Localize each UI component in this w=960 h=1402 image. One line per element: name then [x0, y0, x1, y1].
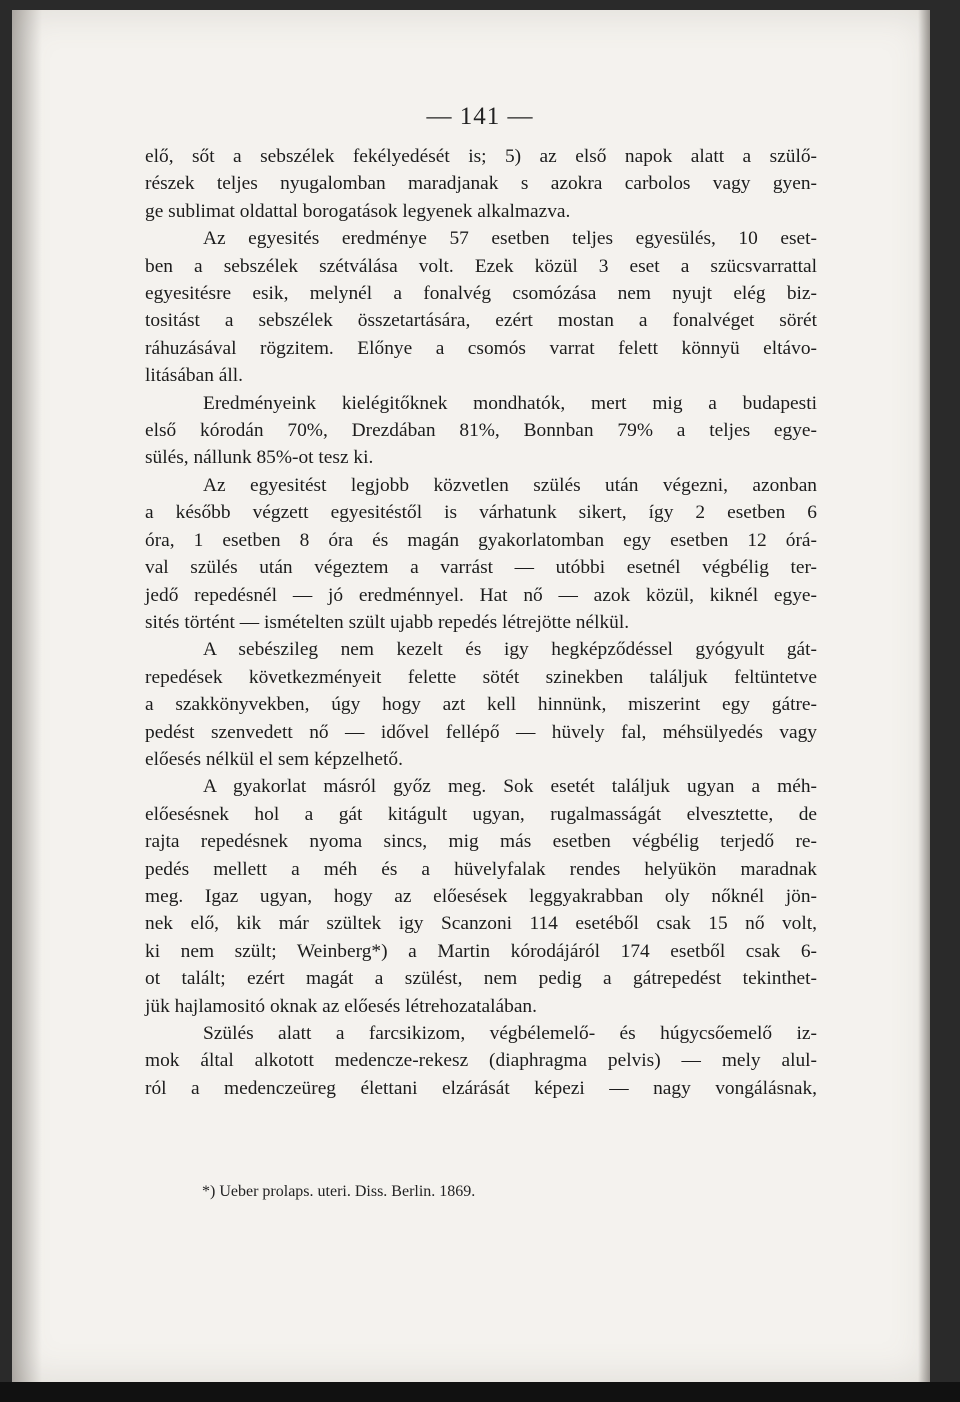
- text-line: jedő repedésnél — jó eredménnyel. Hat nő — azok közül, kiknél egye-: [145, 584, 817, 606]
- text-line: val szülés után végeztem a varrást — utóbbi esetnél végbélig ter-: [145, 557, 817, 579]
- text-line: részek teljes nyugalomban maradjanak s azokra carbolos vagy gyen-: [145, 173, 817, 195]
- text-line: sülés, nállunk 85%-ot tesz ki.: [145, 447, 374, 469]
- text-line: a később végzett egyesitéstől is várhatunk sikert, így 2 esetben 6: [145, 502, 817, 524]
- body-text: [145, 143, 817, 1102]
- text-line: Az egyesitést legjobb közvetlen szülés után végezni, azonban: [203, 474, 817, 496]
- text-line: meg. Igaz ugyan, hogy az előesések leggyakrabban oly nőknél jön-: [145, 885, 817, 907]
- text-line: elő, sőt a sebszélek fekélyedését is; 5) az első napok alatt a szülő-: [145, 146, 817, 167]
- text-line: litásában áll.: [145, 365, 243, 387]
- page-gutter-shadow: [12, 10, 42, 1382]
- text-line: sités történt — ismételten szült ujabb repedés létrejötte nélkül.: [145, 611, 630, 633]
- text-line: rajta repedésnek nyoma sincs, mig más esetben végbélig terjedő re-: [145, 831, 817, 853]
- text-line: mok által alkotott medencze-rekesz (diaphragma pelvis) — mely alul-: [145, 1050, 817, 1072]
- text-line: egyesitésre esik, melynél a fonalvég csomózása nem nyujt elég biz-: [145, 283, 817, 305]
- text-line: repedések következményeit felette sötét szinekben találjuk feltüntetve: [145, 666, 817, 688]
- footnote: *) Ueber prolaps. uteri. Diss. Berlin. 1869.: [202, 1183, 476, 1200]
- text-line: Szülés alatt a farcsikizom, végbélemelő- és húgycsőemelő iz-: [203, 1023, 817, 1044]
- text-line: óra, 1 esetben 8 óra és magán gyakorlatomban egy esetben 12 órá-: [145, 529, 817, 551]
- text-line: pedés mellett a méh és a hüvelyfalak rendes helyükön maradnak: [145, 858, 817, 880]
- text-line: ráhuzásával rögzitem. Előnye a csomós varrat felett könnyü eltávo-: [145, 337, 817, 359]
- text-line: jük hajlamositó oknak az előesés létrehozatalában.: [145, 995, 537, 1017]
- text-line: előesés nélkül el sem képzelhető.: [145, 748, 403, 770]
- scan-border: [0, 1382, 960, 1402]
- text-line: tositást a sebszélek összetartására, ezért mostan a fonalvéget sörét: [145, 310, 817, 332]
- text-line: nek elő, kik már szültek igy Scanzoni 114 esetéből csak 15 nő volt,: [145, 913, 817, 935]
- text-line: ot talált; ezért magát a szülést, nem pedig a gátrepedést tekinthet-: [145, 968, 817, 990]
- text-line: első kórodán 70%, Drezdában 81%, Bonnban 79% a teljes egye-: [145, 420, 817, 442]
- text-line: előesésnek hol a gát kitágult ugyan, rugalmasságát elvesztette, de: [145, 803, 817, 825]
- text-line: a szakkönyvekben, úgy hogy azt kell hinnünk, miszerint egy gátre-: [145, 694, 817, 716]
- page-edge-shadow: [918, 10, 930, 1382]
- text-line: Az egyesités eredménye 57 esetben teljes egyesülés, 10 eset-: [203, 228, 817, 250]
- text-line: ben a sebszélek szétválása volt. Ezek közül 3 eset a szücsvarrattal: [145, 255, 817, 277]
- page-number: — 141 —: [426, 103, 534, 130]
- text-line: Eredményeink kielégitőknek mondhatók, mert mig a budapesti: [203, 392, 817, 414]
- text-line: ki nem szült; Weinberg*) a Martin kórodájáról 174 esetből csak 6-: [145, 940, 817, 962]
- text-line: ról a medenczeüreg élettani elzárását képezi — nagy vongálásnak,: [145, 1077, 817, 1099]
- text-line: ge sublimat oldattal borogatások legyenek alkalmazva.: [145, 200, 571, 222]
- text-line: A sebészileg nem kezelt és igy hegképződéssel gyógyult gát-: [203, 639, 817, 661]
- text-line: A gyakorlat másról győz meg. Sok esetét találjuk ugyan a méh-: [203, 776, 817, 798]
- text-line: pedést szenvedett nő — idővel fellépő — hüvely fal, méhsülyedés vagy: [145, 721, 817, 743]
